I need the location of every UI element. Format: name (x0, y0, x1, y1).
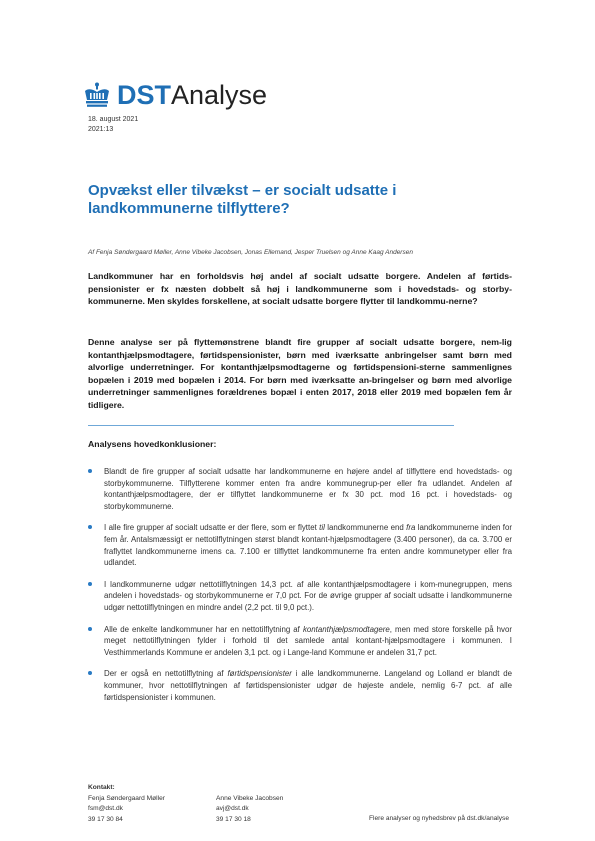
bullet-text: i alle landkommunerne. Langeland og Lolland er blandt de kommuner, hvor nettotilflytningen af førtidspensionister udgør de højeste andele, nemlig 6-7 pct. af alle førtidspensionister i kommunen. (104, 669, 512, 702)
footer-contact-1 (88, 783, 165, 825)
bullet-emphasis: fra (406, 523, 416, 533)
conclusions-list (88, 466, 512, 713)
method-paragraph: Denne analyse ser på flyttemønstrene blandt fire grupper af socialt udsatte borgere, nem-lig kontanthjælpsmodtagere, førtidspensionister, børn med iværksatte anbringelser samt børn med alvorlige underretninger. For kontanthjælpsmodtagerne og førtidspensioni-sterne sammenlignes bopælen i 2019 med bopælen i 2014. For børn med iværksatte an-bringelser og børn med alvorlige underretninger sammenlignes forældrenes bopæl i enten 2017, 2018 eller 2019 med bopælen fem år tidligere. (88, 337, 512, 410)
footer-contact-2 (216, 794, 283, 826)
authors-line: Af Fenja Søndergaard Møller, Anne Vibeke Jacobsen, Jonas Ellemand, Jesper Truelsen og Anne Kaag Andersen (88, 249, 413, 256)
list-item (88, 668, 512, 703)
bullet-icon (88, 627, 92, 631)
contact-label: Kontakt: (88, 784, 115, 791)
list-item (88, 466, 512, 512)
logo-product: Analyse (171, 80, 268, 110)
list-item (88, 579, 512, 614)
bullet-text: I alle fire grupper af socialt udsatte er der flere, som er flyttet (104, 523, 320, 533)
list-item (88, 522, 512, 568)
logo-brand: DST (117, 80, 171, 110)
bullet-icon (88, 582, 92, 586)
contact-email[interactable]: avj@dst.dk (216, 805, 249, 812)
crown-icon (82, 82, 112, 108)
bullet-emphasis: førtidspensionister (227, 669, 292, 679)
bullet-icon (88, 469, 92, 473)
conclusions-heading: Analysens hovedkonklusioner: (88, 439, 217, 449)
contact-name: Anne Vibeke Jacobsen (216, 794, 284, 802)
bullet-text: I landkommunerne udgør nettotilflytningen 14,3 pct. af alle kontanthjælpsmodtagere i kom-munegruppen, mens andelen i hovedstads- og storbykommunerne er 7,0 pct. For de øvrige grupper af socialt udsatte i landkommunerne udgør nettotilflytningen en mindre andel (2,2 pct. til 9,0 pct.). (104, 579, 512, 612)
publication-number: 2021:13 (88, 126, 114, 133)
bullet-text: Blandt de fire grupper af socialt udsatte har landkommunerne en højere andel af tilflyttere end hovedstads- og storbykommunerne. Tilflytterene kommer enten fra andre kommunegrup-per eller fra udlandet. Andelen af kontanthjælpsmodtagere, der er tilflyttet landkommunerne er fx 30 pct. mod 16 pct. i hovedstads- og storbykommunerne. (104, 467, 512, 511)
bullet-text: landkommunerne inden for fem år. Antalsmæssigt er nettotilflytningen størst blandt kontant-hjælpsmodtagere (3.400 personer), da ca. 3.700 er fraflyttet landkommunerne imens ca. 7.100 er tilflyttet landkommunerne fra enten andre kommunetyper eller fra udlandet. (104, 523, 512, 568)
publication-date: 18. august 2021 (88, 116, 139, 123)
page-title: Opvækst eller tilvækst – er socialt udsatte i landkommunerne tilflyttere? (88, 182, 397, 217)
contact-phone: 39 17 30 18 (216, 815, 251, 823)
bullet-text: Der er også en nettotilflytning af (104, 669, 228, 679)
list-item (88, 624, 512, 659)
contact-name: Fenja Søndergaard Møller (88, 794, 165, 802)
more-analyses-link[interactable]: Flere analyser og nyhedsbrev på dst.dk/analyse (368, 815, 509, 822)
bullet-text: , men med store forskelle på hvor meget nettotilflytningen fylder i forhold til det samlede antal kontant-hjælpsmodtagere i kommunen. I Vesthimmerlands Kommune er andelen 3,1 pct. og i Lange-land Kommune er andelen 31,7 pct. (104, 624, 512, 657)
bullet-emphasis: til (319, 523, 325, 533)
bullet-icon (88, 671, 92, 675)
dst-logo (82, 80, 267, 110)
bullet-text: Alle de enkelte landkommuner har en nettotilflytning af (104, 624, 303, 634)
section-divider (88, 425, 454, 426)
bullet-text: landkommunerne end (324, 523, 407, 533)
bullet-emphasis: kontanthjælpsmodtagere (302, 624, 390, 634)
intro-paragraph: Landkommuner har en forholdsvis høj andel af socialt udsatte borgere. Andelen af førtids-pensionister er fx næsten dobbelt så høj i landkommunerne som i hovedstads- og storby-kommunerne. Men skyldes forskellene, at socialt udsatte borgere flytter til landkommu-nerne? (88, 271, 512, 307)
logo-wordmark (117, 80, 267, 110)
contact-email[interactable]: fsm@dst.dk (88, 805, 123, 812)
bullet-icon (88, 525, 92, 529)
contact-phone: 39 17 30 84 (88, 815, 123, 823)
